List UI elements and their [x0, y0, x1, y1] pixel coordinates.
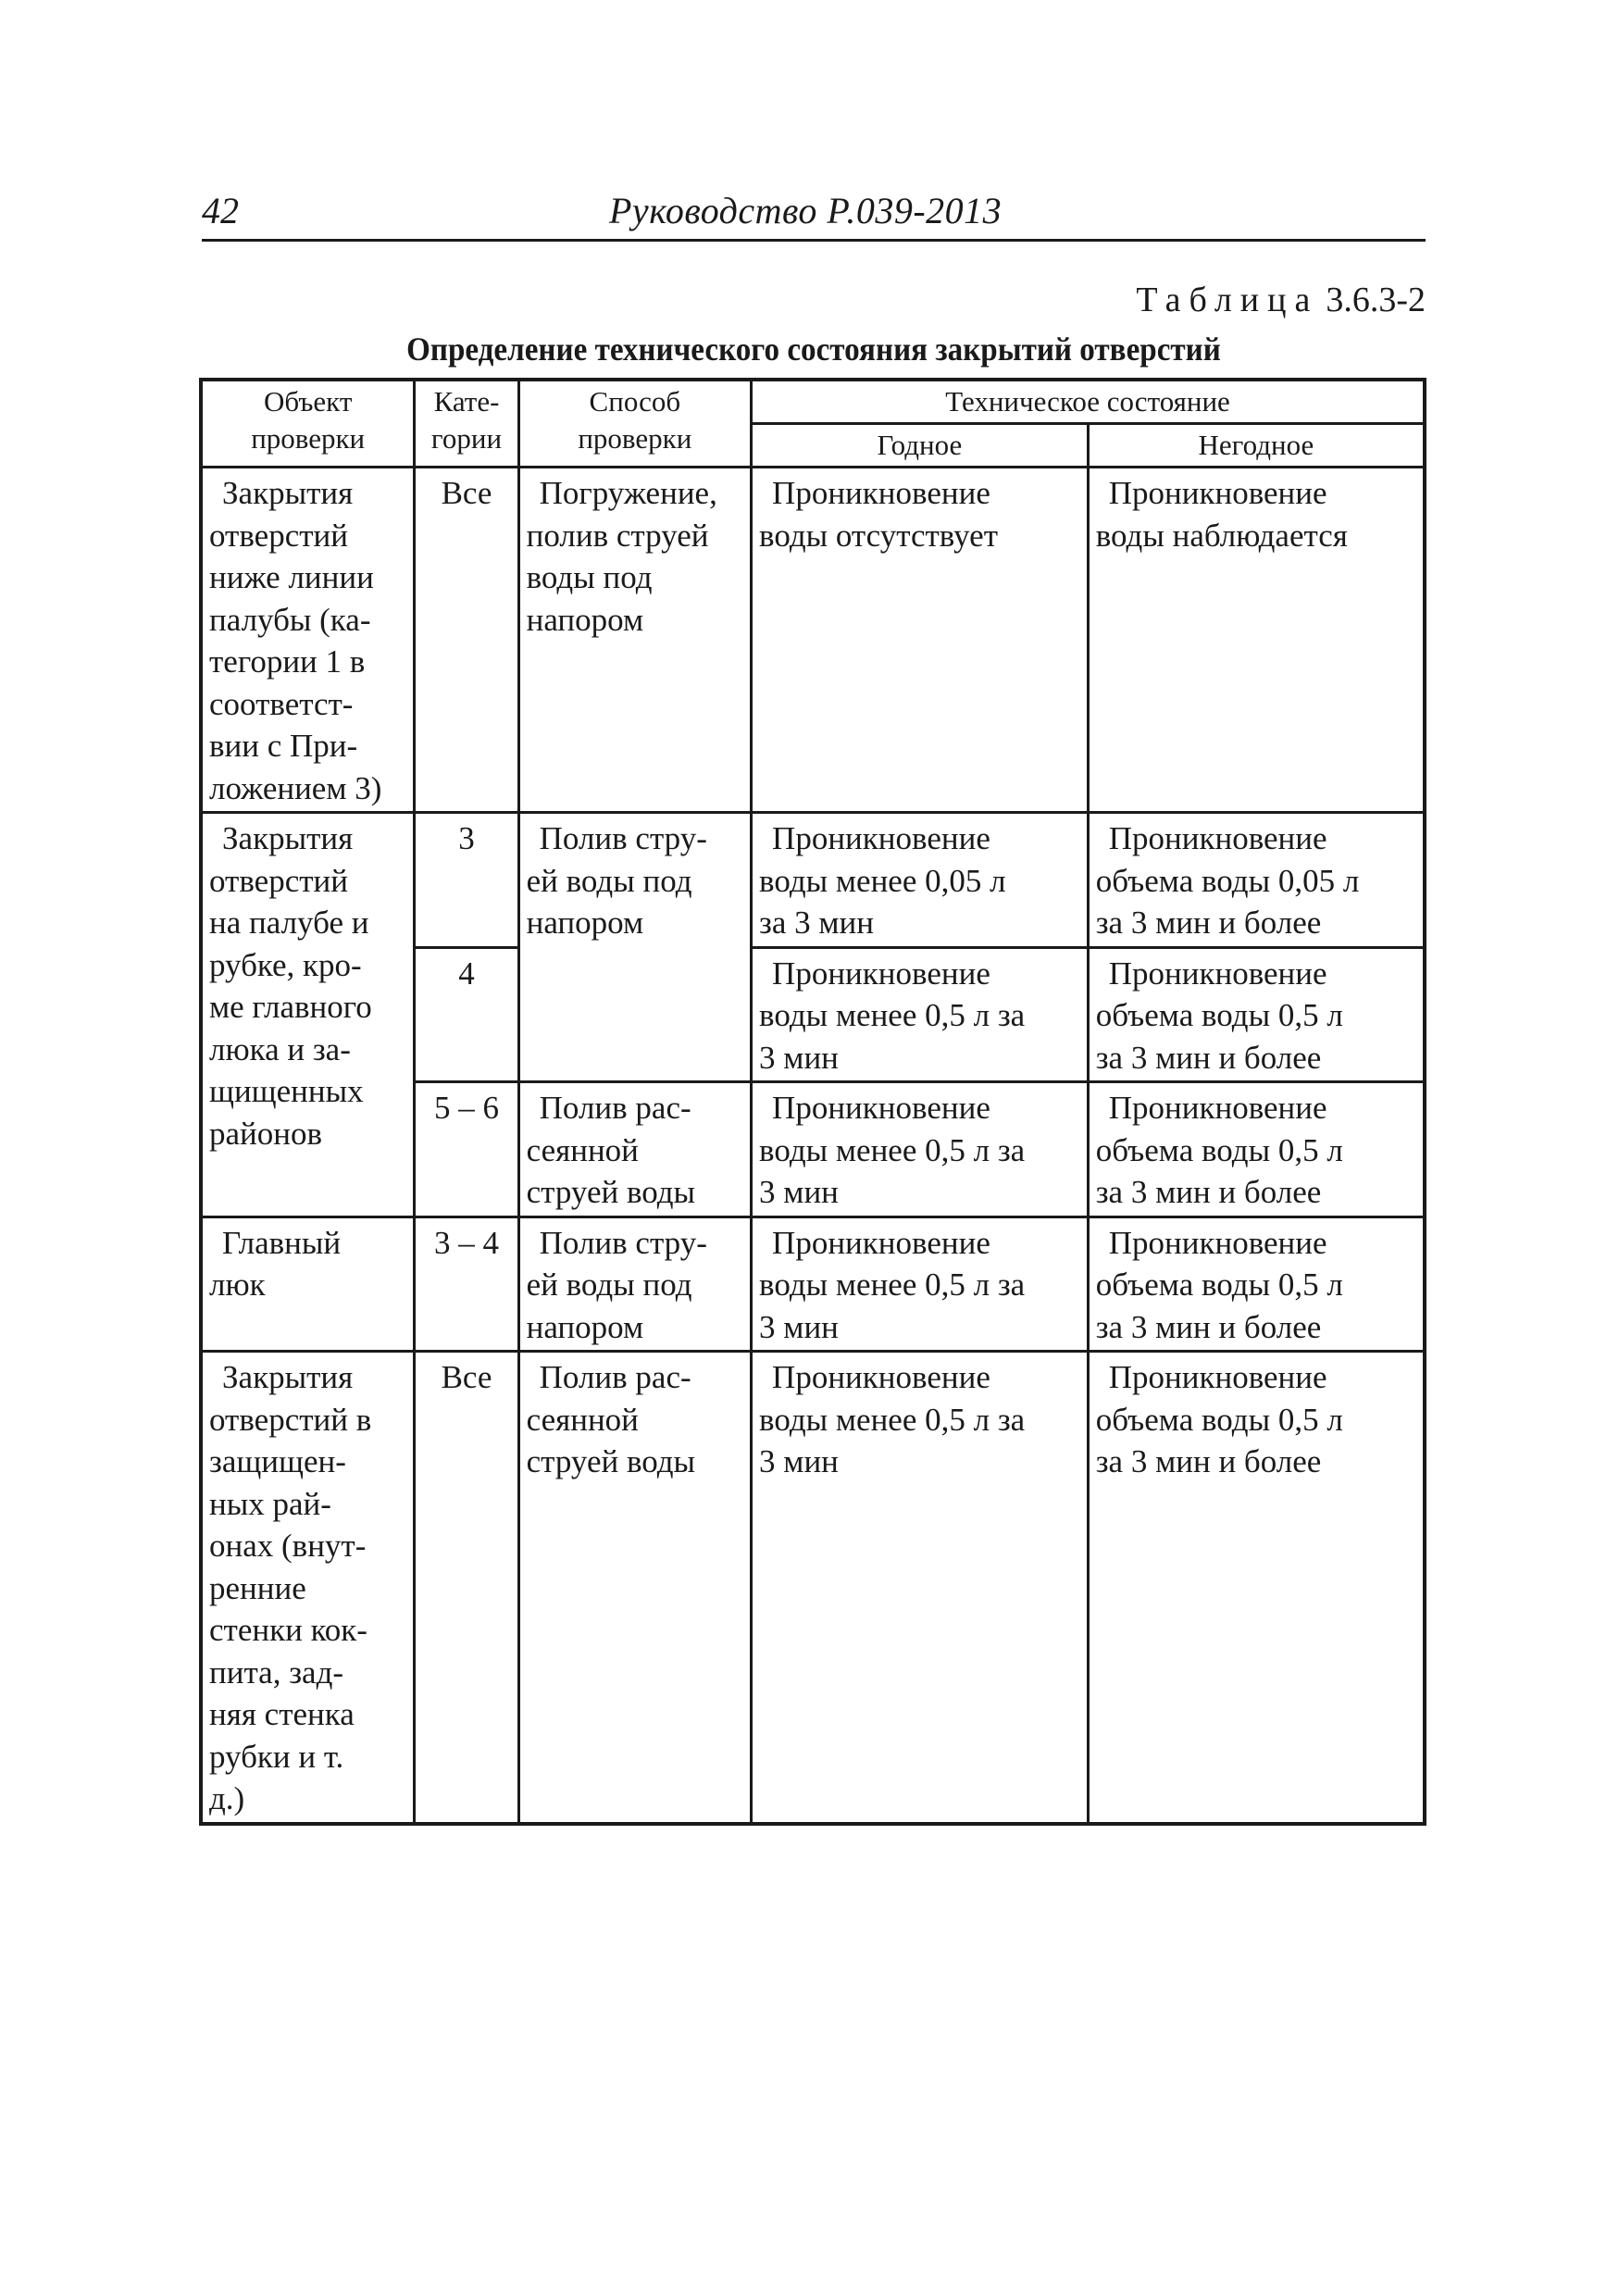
- cell-good: Проникновение воды менее 0,5 л за 3 мин: [752, 1082, 1089, 1217]
- running-title: Руководство Р.039-2013: [609, 190, 1003, 231]
- table-title: Определение технического состояния закрытий отверстий: [406, 331, 1221, 368]
- cell-method: Полив рас- сеянной струей воды: [518, 1352, 751, 1824]
- col-header-bad: Негодное: [1088, 424, 1425, 468]
- cell-method: Полив рас- сеянной струей воды: [518, 1082, 751, 1217]
- table-row: [201, 813, 1425, 948]
- cell-bad: Проникновение объема воды 0,5 л за 3 мин и более: [1088, 1082, 1425, 1217]
- col-header-object: Объект проверки: [201, 380, 415, 468]
- cell-category: 3 – 4: [415, 1217, 518, 1352]
- header-row: [201, 380, 1425, 424]
- cell-bad: Проникновение объема воды 0,05 л за 3 мин и более: [1088, 813, 1425, 948]
- table-row: [201, 1217, 1425, 1352]
- cell-good: Проникновение воды менее 0,5 л за 3 мин: [752, 947, 1089, 1082]
- cell-object: Закрытия отверстий в защищен- ных рай- онах (внут- ренние стенки кок- пита, зад- няя стенка рубки и т. д.): [201, 1352, 415, 1824]
- page-number: 42: [202, 190, 239, 231]
- table-row: [201, 468, 1425, 813]
- inspection-table: [199, 378, 1426, 1826]
- table-row: [201, 1352, 1425, 1824]
- cell-method: Погружение, полив струей воды под напором: [518, 468, 751, 813]
- table-number-value: 3.6.3-2: [1326, 281, 1426, 319]
- cell-category: 3: [415, 813, 518, 948]
- col-header-state: Техническое состояние: [752, 380, 1425, 424]
- cell-object: Главный люк: [201, 1217, 415, 1352]
- cell-good: Проникновение воды менее 0,5 л за 3 мин: [752, 1217, 1089, 1352]
- cell-category: Все: [415, 468, 518, 813]
- cell-category: 4: [415, 947, 518, 1082]
- cell-good: Проникновение воды отсутствует: [752, 468, 1089, 813]
- cell-method: Полив стру- ей воды под напором: [518, 813, 751, 1082]
- cell-object: Закрытия отверстий на палубе и рубке, кро- ме главного люка и за- щищенных районов: [201, 813, 415, 1217]
- col-header-category: Кате- гории: [415, 380, 518, 468]
- col-header-method: Способ проверки: [518, 380, 751, 468]
- table-number-label: Таблица: [1136, 281, 1319, 319]
- cell-bad: Проникновение объема воды 0,5 л за 3 мин и более: [1088, 1217, 1425, 1352]
- cell-bad: Проникновение объема воды 0,5 л за 3 мин и более: [1088, 947, 1425, 1082]
- cell-category: 5 – 6: [415, 1082, 518, 1217]
- cell-method: Полив стру- ей воды под напором: [518, 1217, 751, 1352]
- page-header: [202, 185, 1426, 242]
- table-number: [1136, 280, 1426, 320]
- cell-bad: Проникновение объема воды 0,5 л за 3 мин и более: [1088, 1352, 1425, 1824]
- cell-category: Все: [415, 1352, 518, 1824]
- cell-object: Закрытия отверстий ниже линии палубы (ка- тегории 1 в соответст- вии с При- ложением 3): [201, 468, 415, 813]
- cell-bad: Проникновение воды наблюдается: [1088, 468, 1425, 813]
- col-header-good: Годное: [752, 424, 1089, 468]
- cell-good: Проникновение воды менее 0,05 л за 3 мин: [752, 813, 1089, 948]
- cell-good: Проникновение воды менее 0,5 л за 3 мин: [752, 1352, 1089, 1824]
